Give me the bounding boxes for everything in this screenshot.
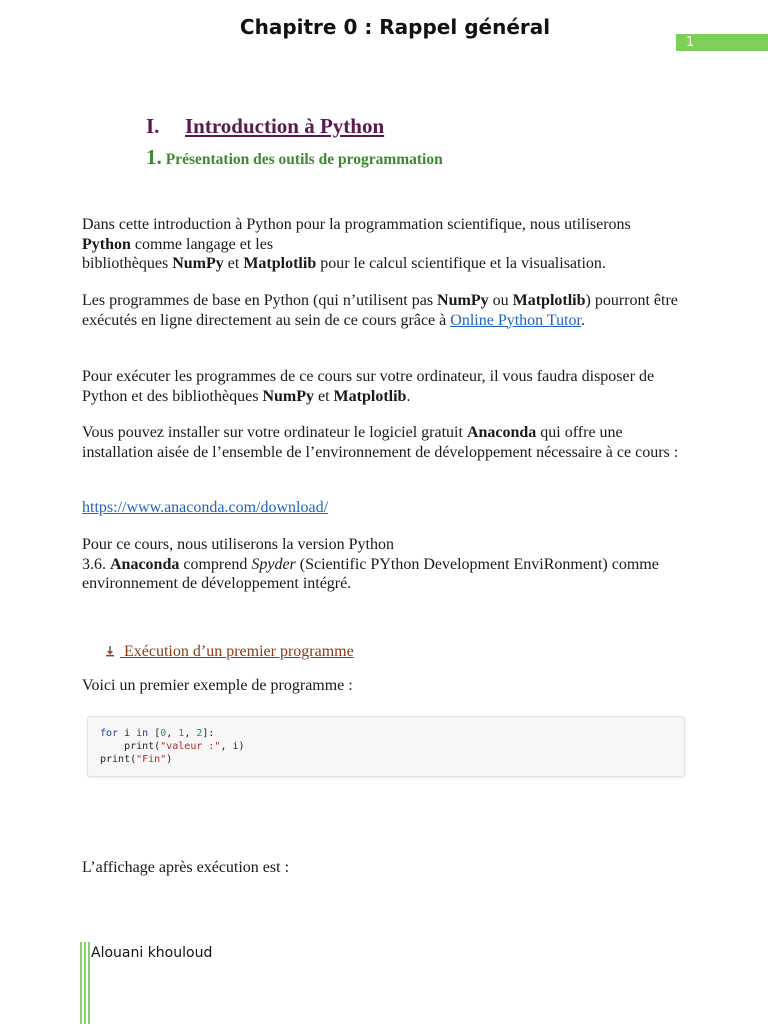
paragraph-version <box>82 535 682 594</box>
online-python-tutor-link[interactable]: Online Python Tutor <box>450 311 581 329</box>
code-token: i <box>118 728 137 739</box>
text-run: ou <box>488 292 513 309</box>
text-run: Les programmes de base en Python (qui n’utilisent pas <box>82 292 438 309</box>
text-run: . <box>406 387 411 405</box>
execution-heading-text: Exécution d’un premier programme <box>120 643 354 660</box>
code-token: , <box>166 728 179 739</box>
bold-term: Anaconda <box>110 555 180 573</box>
text-run: Pour exécuter les programmes de ce cours sur votre ordinateur, il vous faudra disposer de Python et des bibliothèques <box>82 368 655 405</box>
code-token: ) <box>166 754 173 765</box>
text-run: bibliothèques <box>82 255 173 272</box>
paragraph-intro <box>82 215 682 274</box>
text-run: 3.6. <box>82 555 110 573</box>
page-title: Chapitre 0 : Rappel général <box>239 15 551 39</box>
section-title: Introduction à Python <box>185 114 385 138</box>
paragraph-online-tutor <box>82 291 682 330</box>
code-keyword: in <box>136 728 149 739</box>
bold-term: NumPy <box>172 255 224 272</box>
text-run: qui offre une installation aisée de l’ensemble de l’environnement de développement nécessaire à ce cours : <box>82 424 679 461</box>
code-keyword: for <box>100 728 119 739</box>
code-token: print( <box>100 741 161 752</box>
paragraph-anaconda <box>82 423 682 462</box>
code-block <box>87 716 685 777</box>
text-run: (Scientific PYthon Development EnviRonment) comme environnement de développement intégré. <box>82 555 659 592</box>
paragraph-url <box>82 498 682 518</box>
code-token: print( <box>100 754 137 765</box>
subsection-number: 1. <box>146 145 162 169</box>
code-token: , <box>184 728 197 739</box>
section-number: I. <box>146 114 160 138</box>
anaconda-download-link[interactable]: https://www.anaconda.com/download/ <box>82 499 329 516</box>
subsection-heading <box>146 145 443 170</box>
text-run: comme langage et les <box>130 235 274 253</box>
text-run: et <box>314 387 334 405</box>
code-token: ]: <box>202 728 215 739</box>
italic-term: Spyder <box>251 555 296 573</box>
bold-term: Matplotlib <box>243 255 317 272</box>
footer-author: Alouani khouloud <box>91 945 213 961</box>
bold-term: Python <box>82 235 131 253</box>
code-token: , i) <box>220 741 245 752</box>
text-run: Dans cette introduction à Python pour la programmation scientifique, nous utiliserons <box>82 216 631 233</box>
code-string: "valeur :" <box>160 741 221 752</box>
bold-term: Matplotlib <box>333 387 407 405</box>
subsection-title: Présentation des outils de programmation <box>165 151 443 168</box>
paragraph-example-intro: Voici un premier exemple de programme : <box>82 677 353 694</box>
code-number: 2 <box>196 728 203 739</box>
bold-term: NumPy <box>262 387 314 405</box>
section-heading <box>146 114 384 139</box>
code-token: [ <box>148 728 161 739</box>
code-number: 0 <box>160 728 167 739</box>
bold-term: Anaconda <box>466 424 537 441</box>
code-string: "Fin" <box>136 754 167 765</box>
code-number: 1 <box>178 728 185 739</box>
text-run: Vous pouvez installer sur votre ordinateur le logiciel gratuit <box>82 424 467 441</box>
paragraph-output-intro: L’affichage après exécution est : <box>82 859 290 876</box>
bold-term: Matplotlib <box>512 292 586 309</box>
text-run: pour le calcul scientifique et la visualisation. <box>316 255 606 272</box>
text-run: et <box>223 255 244 272</box>
page-number-badge: 1 <box>676 34 768 51</box>
paragraph-requirements <box>82 367 682 406</box>
text-run: comprend <box>179 555 252 573</box>
text-run: ) pourront être exécutés en ligne directement au sein de ce cours grâce à <box>82 292 678 329</box>
arrow-bullet-icon <box>104 645 116 657</box>
bold-term: NumPy <box>437 292 489 309</box>
text-run: . <box>580 311 585 329</box>
text-run: Pour ce cours, nous utiliserons la version Python <box>82 536 394 553</box>
execution-heading <box>104 643 354 661</box>
